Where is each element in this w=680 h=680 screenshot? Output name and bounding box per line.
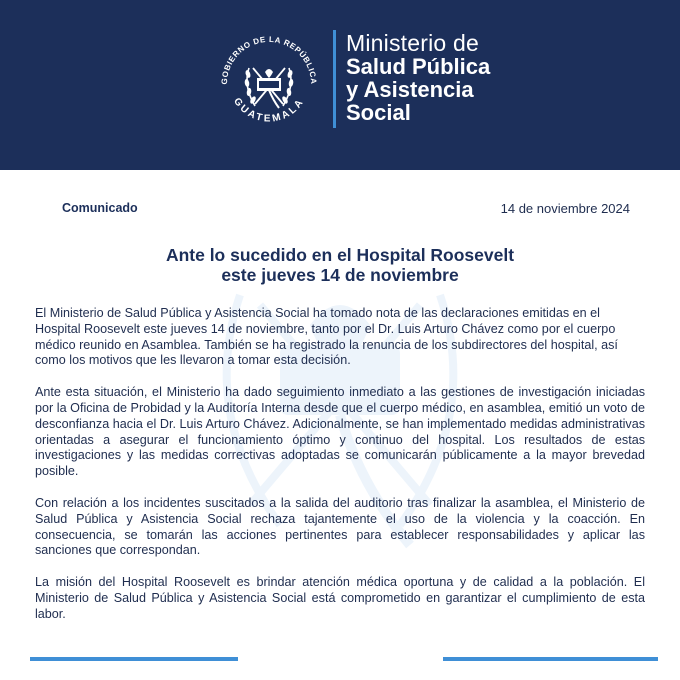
svg-text:GUATEMALA xyxy=(231,96,307,125)
ministry-name xyxy=(346,32,490,124)
seal-text-top: GOBIERNO DE LA REPÚBLICA xyxy=(219,34,319,85)
document-body xyxy=(35,306,645,639)
footer-bar-left xyxy=(30,657,238,661)
guatemala-coat-of-arms-icon xyxy=(213,28,325,140)
title-line-1: Ante lo sucedido en el Hospital Roosevelt xyxy=(165,245,515,265)
paragraph-1: El Ministerio de Salud Pública y Asistencia Social ha tomado nota de las declaraciones emitidas en el Hospital Roosevelt este jueves 14 de noviembre, tanto por el Dr. Luis Arturo Chávez como por el cuerpo médico reunido en Asamblea. También se ha registrado la renuncia de los subdirectores del hospital, así como los motivos que les llevaron a tomar esta decisión. xyxy=(35,306,618,368)
ministry-line-1: Ministerio de xyxy=(346,30,479,56)
footer-bar-right xyxy=(443,657,658,661)
seal-text-bottom: GUATEMALA xyxy=(231,96,307,125)
paragraph-2: Ante esta situación, el Ministerio ha dado seguimiento inmediato a las gestiones de investigación iniciadas por la Oficina de Probidad y la Auditoría Interna desde que el cuerpo médico, en asamblea, emitió un voto de desconfianza hacia el Dr. Luis Arturo Chávez. Adicionalmente, se han implementado medidas administrativas orientadas a asegurar el funcionamiento óptimo y continuo del hospital. Los resultados de estas investigaciones y las medidas correctivas adoptadas se comunicarán públicamente a la mayor brevedad posible. xyxy=(35,385,645,479)
document-date: 14 de noviembre 2024 xyxy=(500,201,630,216)
header-banner xyxy=(0,0,680,170)
document-label: Comunicado xyxy=(62,201,138,215)
page-title xyxy=(0,245,680,285)
ministry-line-4: Social xyxy=(346,100,411,125)
header-divider xyxy=(333,30,336,128)
ministry-line-3: y Asistencia xyxy=(346,77,474,102)
ministry-line-2: Salud Pública xyxy=(346,54,491,79)
paragraph-3: Con relación a los incidentes suscitados a la salida del auditorio tras finalizar la asamblea, el Ministerio de Salud Pública y Asistencia Social rechaza tajantemente el uso de la violencia y la coacción. En consecuencia, se tomarán las acciones pertinentes para establecer responsabilidades y aplicar las sanciones que correspondan. xyxy=(35,495,645,558)
title-line-2: este jueves 14 de noviembre xyxy=(221,265,459,285)
paragraph-4: La misión del Hospital Roosevelt es brindar atención médica oportuna y de calidad a la población. El Ministerio de Salud Pública y Asistencia Social está comprometido en garantizar el cumplimiento de esta labor. xyxy=(35,575,645,621)
